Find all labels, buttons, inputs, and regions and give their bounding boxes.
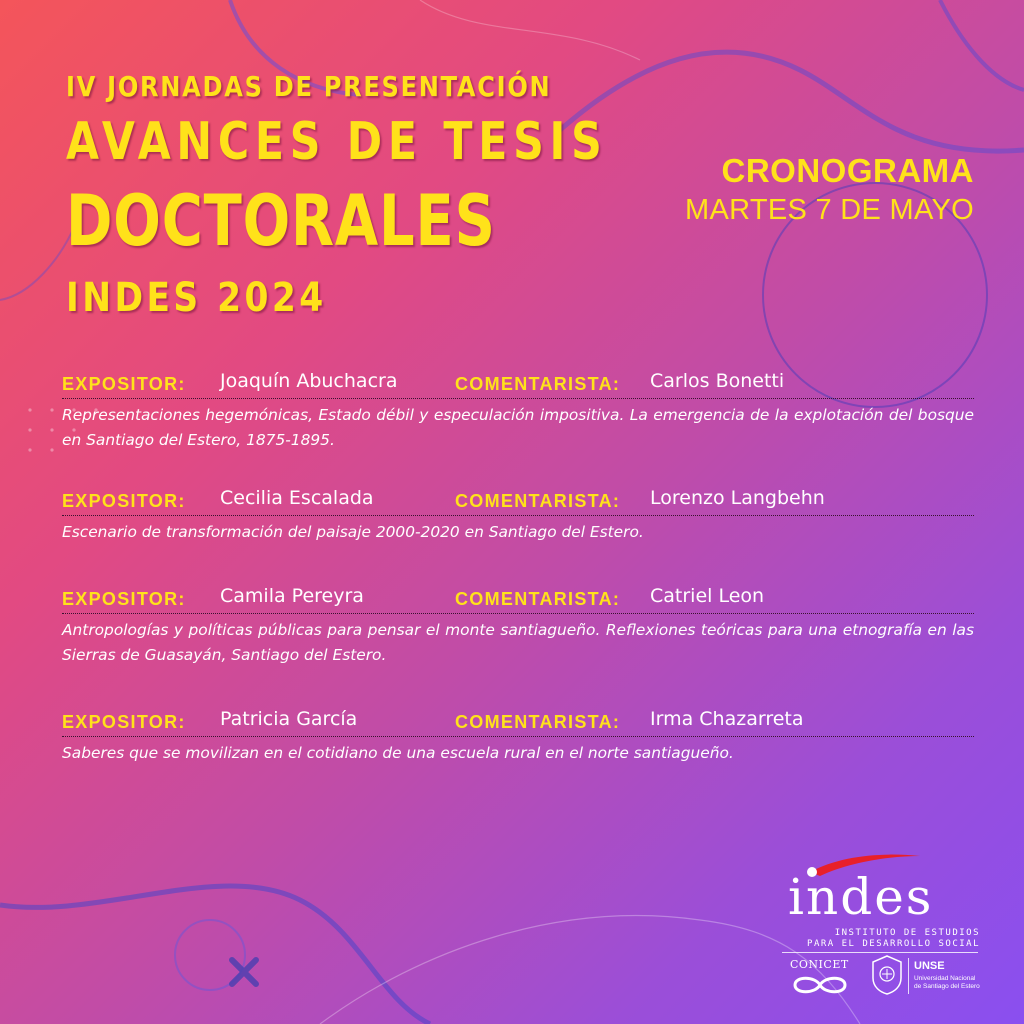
expositor-label: EXPOSITOR: bbox=[62, 712, 186, 732]
title-line-avances: AVANCES DE TESIS bbox=[66, 112, 608, 172]
expositor-name: Cecilia Escalada bbox=[220, 487, 374, 509]
title-year: 2024 bbox=[217, 275, 327, 321]
thesis-title: Saberes que se movilizan en el cotidiano de una escuela rural en el norte santiagueño. bbox=[62, 744, 734, 762]
session-header-row bbox=[62, 485, 974, 516]
expositor-name: Joaquín Abuchacra bbox=[220, 370, 398, 392]
expositor-label: EXPOSITOR: bbox=[62, 374, 186, 394]
indes-subtitle-2: PARA EL DESARROLLO SOCIAL bbox=[807, 939, 980, 949]
session-header-row bbox=[62, 583, 974, 614]
session-item bbox=[62, 485, 974, 545]
logo-separator bbox=[908, 958, 909, 994]
title-line-indes-year bbox=[66, 275, 327, 321]
title-line-jornadas: IV JORNADAS DE PRESENTACIÓN bbox=[66, 70, 552, 103]
schedule-title: CRONOGRAMA bbox=[721, 152, 974, 189]
title-line-doctorales: DOCTORALES bbox=[66, 180, 496, 262]
session-item bbox=[62, 583, 974, 668]
comentarista-label: COMENTARISTA: bbox=[455, 712, 621, 732]
logo-divider bbox=[782, 952, 978, 953]
session-item bbox=[62, 368, 974, 453]
schedule-heading bbox=[685, 152, 974, 227]
comentarista-name: Lorenzo Langbehn bbox=[650, 487, 825, 509]
thesis-title: Antropologías y políticas públicas para pensar el monte santiagueño. Reflexiones teóricas para una etnografía en las Sierras de Guasayán, Santiago del Estero. bbox=[62, 621, 974, 664]
session-header-row bbox=[62, 368, 974, 399]
comentarista-label: COMENTARISTA: bbox=[455, 491, 621, 511]
conicet-infinity-icon bbox=[790, 974, 850, 996]
schedule-date: MARTES 7 DE MAYO bbox=[685, 194, 974, 226]
unse-seal-icon bbox=[870, 954, 904, 996]
thesis-title: Representaciones hegemónicas, Estado débil y especulación impositiva. La emergencia de la explotación del bosque en Santiago del Estero, 1875-1895. bbox=[62, 406, 974, 449]
indes-logo-wordmark: indes bbox=[788, 868, 934, 926]
thesis-title: Escenario de transformación del paisaje 2000-2020 en Santiago del Estero. bbox=[62, 523, 644, 541]
session-item bbox=[62, 706, 974, 766]
conicet-logo: CONICET bbox=[790, 958, 849, 971]
expositor-name: Camila Pereyra bbox=[220, 585, 364, 607]
indes-subtitle-1: INSTITUTO DE ESTUDIOS bbox=[834, 928, 980, 938]
comentarista-label: COMENTARISTA: bbox=[455, 589, 621, 609]
comentarista-name: Catriel Leon bbox=[650, 585, 765, 607]
expositor-label: EXPOSITOR: bbox=[62, 589, 186, 609]
unse-logo: UNSE bbox=[914, 960, 945, 972]
expositor-label: EXPOSITOR: bbox=[62, 491, 186, 511]
comentarista-label: COMENTARISTA: bbox=[455, 374, 621, 394]
comentarista-name: Carlos Bonetti bbox=[650, 370, 785, 392]
institution-logos bbox=[780, 850, 980, 1000]
expositor-name: Patricia García bbox=[220, 708, 358, 730]
session-header-row bbox=[62, 706, 974, 737]
title-indes: INDES bbox=[66, 275, 202, 321]
unse-subtitle: Universidad Nacional de Santiago del Estero bbox=[914, 975, 980, 990]
comentarista-name: Irma Chazarreta bbox=[650, 708, 804, 730]
